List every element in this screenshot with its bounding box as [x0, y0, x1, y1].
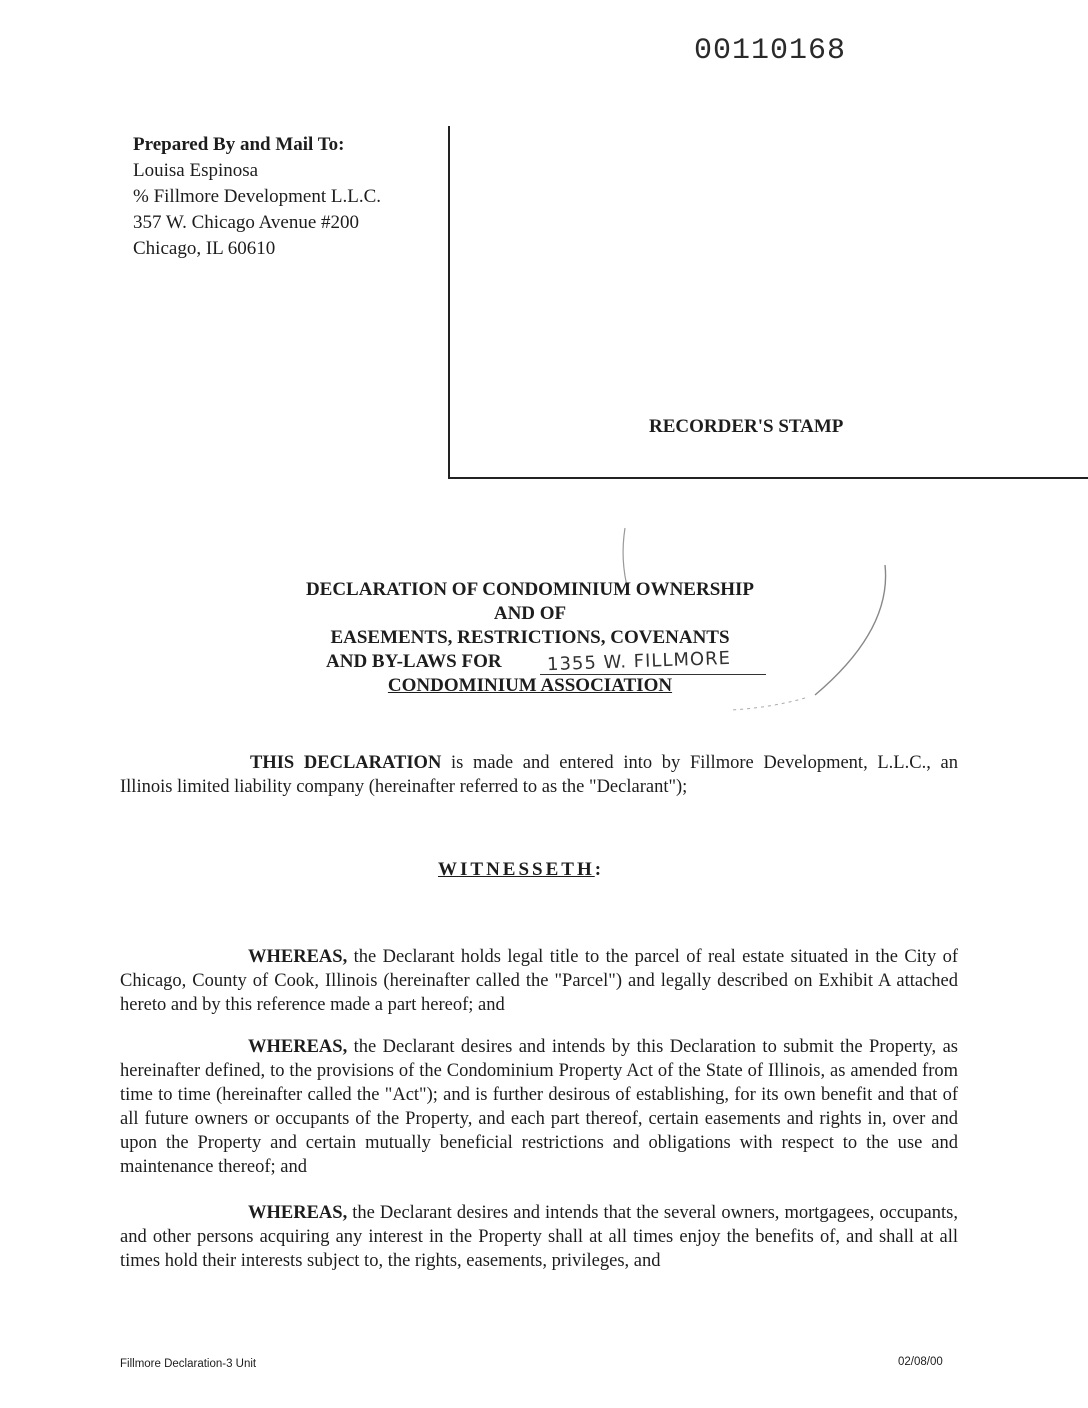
declaration-title — [250, 578, 810, 698]
whereas-text: the Declarant desires and intends by this Declaration to submit the Property, as hereinafter defined, to the provisions of the Condominium Property Act of the State of Illinois, as amended from time to time (hereinafter called the "Act"); and is further desirous of establishing, for its own benefit and that of all future owners or occupants of the Property, and each part thereof, certain easements and rights in, over and upon the Property and certain mutually beneficial restrictions and obligations with respect to the use and maintenance thereof; and — [120, 1037, 958, 1177]
handwritten-underline — [540, 674, 766, 675]
title-line: CONDOMINIUM ASSOCIATION — [387, 675, 673, 696]
whereas-paragraph — [120, 1035, 958, 1179]
document-number: 00110168 — [694, 34, 847, 68]
footer-document-name: Fillmore Declaration-3 Unit — [120, 1358, 257, 1370]
witnesseth-heading — [438, 859, 604, 881]
whereas-text: the Declarant desires and intends that the several owners, mortgagees, occupants, and other persons acquiring any interest in the Property shall at all times enjoy the benefits of, and shall at all times hold their interests subject to, the rights, easements, privileges, and — [120, 1203, 958, 1271]
title-line: EASEMENTS, RESTRICTIONS, COVENANTS — [330, 627, 730, 648]
prepared-by-line: Louisa Espinosa — [133, 160, 259, 181]
intro-paragraph — [120, 751, 958, 799]
handwritten-address: 1355 W. FILLMORE — [546, 647, 732, 676]
whereas-lead: WHEREAS, — [248, 1203, 348, 1223]
witnesseth-colon: : — [594, 859, 605, 880]
prepared-by-line: 357 W. Chicago Avenue #200 — [133, 212, 360, 233]
prepared-by-heading: Prepared By and Mail To: — [133, 134, 345, 155]
recorder-stamp-label: RECORDER'S STAMP — [649, 416, 844, 437]
title-line: DECLARATION OF CONDOMINIUM OWNERSHIP — [305, 579, 755, 600]
prepared-by-line: % Fillmore Development L.L.C. — [133, 186, 382, 207]
footer-date: 02/08/00 — [898, 1356, 943, 1368]
witnesseth-word: WITNESSETH — [438, 859, 595, 880]
intro-lead: THIS DECLARATION — [250, 753, 442, 773]
prepared-by-block — [133, 132, 381, 262]
whereas-paragraph — [120, 945, 958, 1017]
whereas-text: the Declarant holds legal title to the parcel of real estate situated in the City of Chicago, County of Cook, Illinois (hereinafter called the "Parcel") and legally described on Exhibit A attached hereto and by this reference made a part hereof; and — [120, 947, 958, 1015]
intro-text: is made and entered into by Fillmore Development, L.L.C., an Illinois limited liability company (hereinafter referred to as the "Declarant"); — [120, 753, 958, 797]
whereas-lead: WHEREAS, — [248, 947, 348, 967]
whereas-paragraph — [120, 1201, 958, 1273]
prepared-by-line: Chicago, IL 60610 — [133, 238, 276, 259]
title-line: AND OF — [493, 603, 567, 624]
title-line-prefix: AND BY-LAWS FOR — [326, 651, 502, 672]
whereas-lead: WHEREAS, — [248, 1037, 348, 1057]
